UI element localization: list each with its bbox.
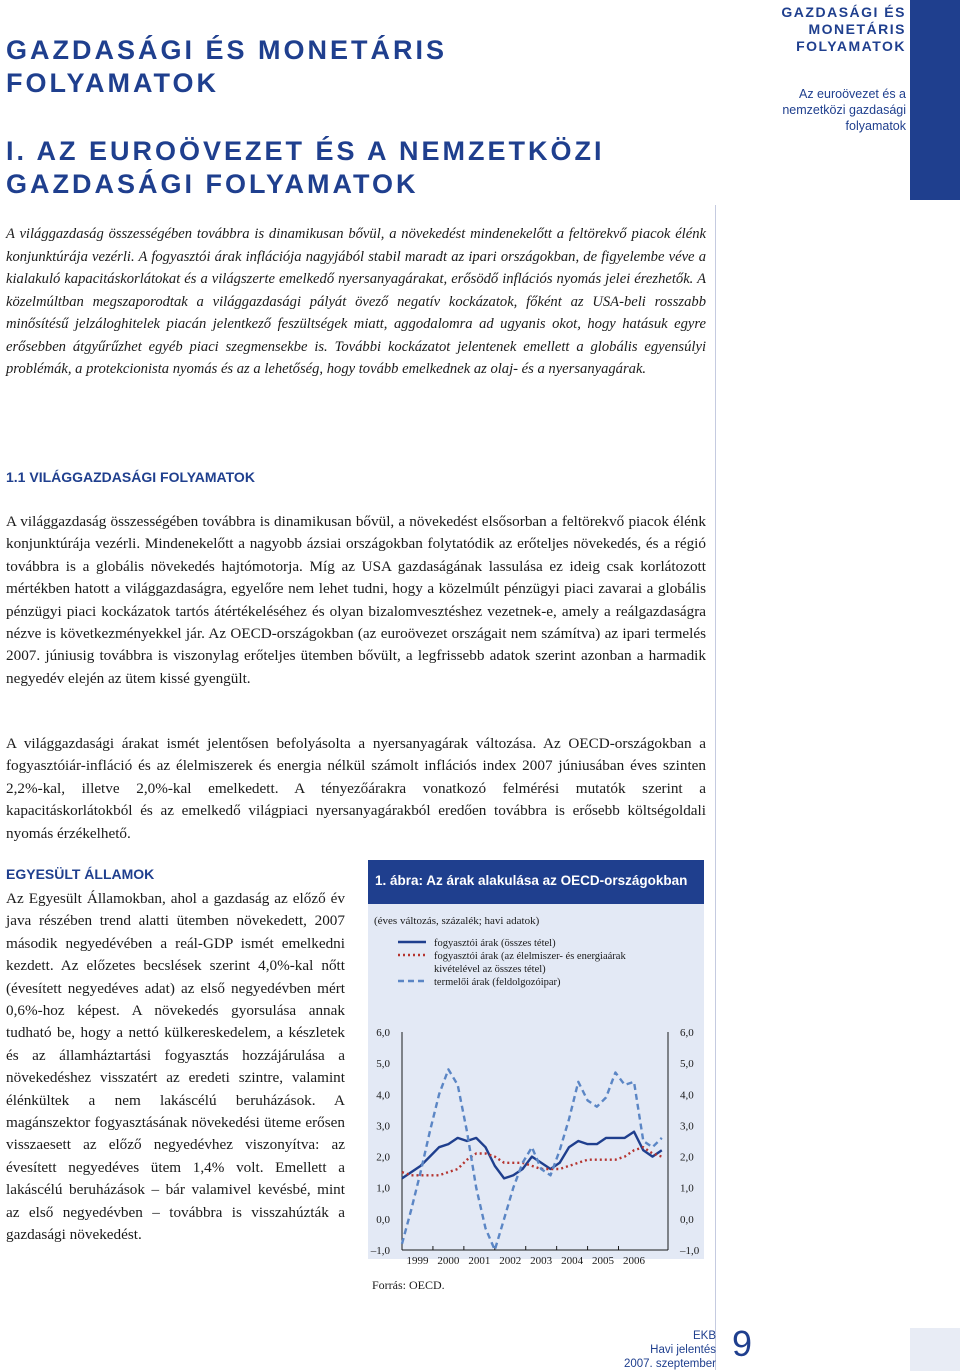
x-tick-label-2: 2001 (468, 1255, 491, 1267)
footer-bar (910, 1328, 960, 1371)
x-tick-label-0: 1999 (406, 1255, 429, 1267)
footer-report: Havi jelentés (650, 1344, 716, 1356)
paragraph-world-1: A világgazdaság összességében továbbra is dinamikusan bővül, a növekedést elsősorban a feltörekvő piacok élénk konjunktúrája vezérli. Mindenekelőtt a nagyobb ázsiai országokban folytatódik az erőteljes növekedés, és a régió továbbra is a globális növekedés hajtómotorja. Míg az USA gazdaságának lassulása ez ideig csak korlátozott mértékben hatott a világgazdaságra, egyelőre nem lehet tudni, hogy a közelmúlt pénzügyi piaci zavarai a globális pénzügyi piaci kockázatok tartós átértékeléséhez és olyan bizalomvesztéshez vezetnek-e, amely a reálgazdaságra nézve is következményekkel jár. Az OECD-országokban (az euroövezet országait nem számítva) az ipari termelés 2007. júniusig továbbra is viszonylag erőteljes ütemben bővült, a legfrissebb adatok szerint azonban a harmadik negyedév elején az ütem kissé gyengült. (6, 513, 706, 687)
y-tick-left-1: 5,0 (376, 1058, 390, 1071)
figure-1 (368, 860, 704, 1300)
y-tick-right-1: 5,0 (680, 1058, 694, 1071)
legend-label-2: termelői árak (feldolgozóipar) (434, 977, 561, 988)
x-tick-label-5: 2004 (561, 1255, 584, 1267)
chart-title: 1. ábra: Az árak alakulása az OECD-országokban (368, 860, 704, 904)
y-tick-left-7: –1,0 (370, 1245, 390, 1257)
price-chart (368, 904, 704, 1276)
y-tick-right-2: 4,0 (680, 1089, 694, 1102)
section-title: GAZDASÁGI ÉS MONETÁRIS FOLYAMATOK (6, 35, 448, 98)
paragraph-us: Az Egyesült Államokban, ahol a gazdaság az előző év java részében trend alatti ütemben növekedett, 2007 második negyedévében a reál-GDP ismét emelkedni kezdett. Az előzetes becslések szerint 4,0%-kal nőtt (évesített negyedéves adat) az első negyedévben mért 0,6%-hoz képest. A növekedés gyorsulása annak tudható be, hogy a nettó külkereskedelem, a készletek és az államháztartási fogyasztás hozzájárulása a növekedéshez visszatért az eredeti szintre, valamint élénkültek a nem lakáscélú beruházások. A magánszektor fogyasztásának növekedési üteme erősen visszaesett az előző negyedévhez viszonyítva: az évesített negyedéves ütem 1,4% volt. Emellett a lakáscélú beruházások – bár valamivel kevésbé, mint az első negyedévben – továbbra is visszahúzták a gazdasági növekedést. (6, 890, 345, 1244)
chapter-title: I. AZ EUROÖVEZET ÉS A NEMZETKÖZI GAZDASÁGI FOLYAMATOK (6, 136, 605, 199)
y-tick-right-7: –1,0 (680, 1245, 700, 1257)
footer-publisher (620, 1329, 716, 1371)
legend-label-1: fogyasztói árak (az élelmiszer- és energiaárak (434, 951, 626, 962)
page-number: 9 (731, 1323, 753, 1364)
series-line-2 (402, 1069, 662, 1250)
column-divider (715, 205, 716, 1370)
y-tick-left-3: 3,0 (376, 1120, 390, 1133)
x-tick-label-3: 2002 (499, 1255, 522, 1267)
side-tab-bar (910, 0, 960, 200)
footer-date: 2007. szeptember (623, 1358, 716, 1370)
chart-subtitle: (éves változás, százalék; havi adatok) (374, 915, 540, 927)
y-tick-left-0: 6,0 (376, 1027, 390, 1039)
series-line-1 (402, 1147, 662, 1175)
x-tick-label-7: 2006 (622, 1255, 645, 1267)
x-tick-label-6: 2005 (592, 1255, 615, 1267)
y-tick-right-5: 1,0 (680, 1182, 694, 1195)
chart-source: Forrás: OECD. (372, 1278, 445, 1292)
y-tick-right-6: 0,0 (680, 1213, 694, 1226)
intro-summary: A világgazdaság összességében továbbra is dinamikusan bővül, a növekedést mindenekelőtt a feltörekvő piacok élénk konjunktúrája vezérli. A fogyasztói árak inflációja nagyjából stabil maradt az ipari országokban, de figyelembe véve a kialakuló kapacitáskorlátokat és a világszerte emelkedő nyersanyagárakat, erősödő inflációs nyomás jelei érezhetők. A közelmúltban megszaporodtak a világgazdasági pályát övező negatív kockázatok, főként az USA-beli rosszabb minősítésű jelzáloghitelek piacán jelentkező feszültségek miatt, aggodalomra ad ugyanis okot, hogy hatásuk egyre erősebben átgyűrűzhet egyéb piaci szegmensekbe is. További kockázatot jelentenek emellett a globális egyensúlyi problémák, a protekcionista nyomás és az a lehetőség, hogy tovább emelkednek az olaj- és a nyersanyagárak. (6, 226, 706, 377)
paragraph-world-2: A világgazdasági árakat ismét jelentősen befolyásolta a nyersanyagárak változása. Az OECD-országokban a fogyasztóiár-infláció és az élelmiszerek és energia nélkül számolt inflációs index 2007 júniusában éves szinten 2,2%-kal, illetve 2,0%-kal emelkedett. A tényezőárakra vonatkozó felmérési mutatók szerint a kapacitáskorlátokból és az emelkedő világpiaci nyersanyagárakból eredően továbbra is erősebb költségoldali nyomás érzékelhető. (6, 735, 706, 842)
subsection-heading-us: EGYESÜLT ÁLLAMOK (6, 866, 155, 882)
y-tick-right-0: 6,0 (680, 1027, 694, 1039)
y-tick-right-4: 2,0 (680, 1151, 694, 1164)
series-line-0 (402, 1132, 662, 1179)
x-tick-label-1: 2000 (437, 1255, 460, 1267)
y-tick-right-3: 3,0 (680, 1120, 694, 1133)
y-tick-left-2: 4,0 (376, 1089, 390, 1102)
footer-ekb: EKB (692, 1330, 716, 1342)
subsection-heading-world: 1.1 VILÁGGAZDASÁGI FOLYAMATOK (6, 469, 255, 485)
legend-label-1-cont: kivételével az összes tétel) (434, 964, 546, 975)
x-tick-label-4: 2003 (530, 1255, 553, 1267)
running-head-title: GAZDASÁGI ÉS MONETÁRIS FOLYAMATOK (781, 4, 906, 54)
running-head-subtitle: Az euroövezet és a nemzetközi gazdasági folyamatok (782, 87, 906, 133)
y-tick-left-6: 0,0 (376, 1213, 390, 1226)
y-tick-left-4: 2,0 (376, 1151, 390, 1164)
y-tick-left-5: 1,0 (376, 1182, 390, 1195)
legend-label-0: fogyasztói árak (összes tétel) (434, 938, 556, 949)
